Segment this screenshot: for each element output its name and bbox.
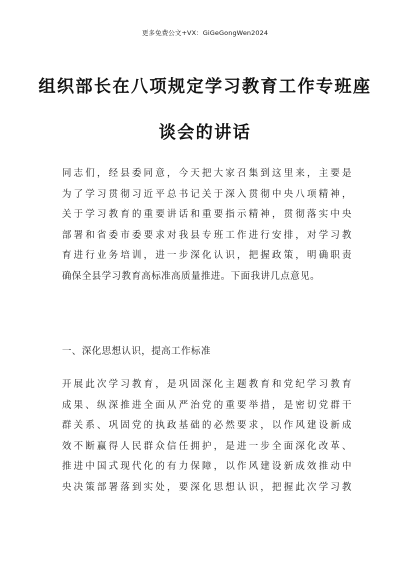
paragraph-line: 成果、纵深推进全面从严治党的重要举措，是密切党群干 <box>62 399 352 411</box>
section-heading: 一、深化思想认识，提高工作标准 <box>62 346 211 357</box>
paragraph-line: 确保全县学习教育高标准高质量推进。下面我讲几点意见。 <box>62 270 321 282</box>
paragraph-line: 部署和省委市委要求对我县专班工作进行安排，对学习教 <box>62 229 352 241</box>
paragraph-line: 央决策部署落到实处，要深化思想认识，把握此次学习教 <box>62 481 352 493</box>
paragraph-section-one <box>62 375 352 498</box>
paragraph-line: 效不断赢得人民群众信任拥护，是进一步全面深化改革、 <box>62 440 352 452</box>
document-title-line-1: 组织部长在八项规定学习教育工作专班座 <box>38 77 372 97</box>
paragraph-line: 育进行业务培训，进一步深化认识，把握政策，明确职责 <box>62 250 352 261</box>
document-title-line-2: 谈会的讲话 <box>158 123 252 143</box>
paragraph-opening <box>62 164 352 287</box>
paragraph-line: 推进中国式现代化的有力保障，以作风建设新成效推动中 <box>62 461 352 472</box>
paragraph-line: 群关系、巩固党的执政基础的必然要求，以作风建设新成 <box>62 420 352 431</box>
header-note: 更多免费公文+VX：GiGeGongWen2024 <box>141 29 269 37</box>
paragraph-line: 同志们，经县委同意，今天把大家召集到这里来，主要是 <box>62 168 352 179</box>
paragraph-line: 开展此次学习教育，是巩固深化主题教育和党纪学习教育 <box>62 379 352 390</box>
paragraph-line: 关于学习教育的重要讲话和重要指示精神，贯彻落实中央 <box>62 209 352 220</box>
paragraph-line: 为了学习贯彻习近平总书记关于深入贯彻中央八项精神， <box>62 188 352 200</box>
